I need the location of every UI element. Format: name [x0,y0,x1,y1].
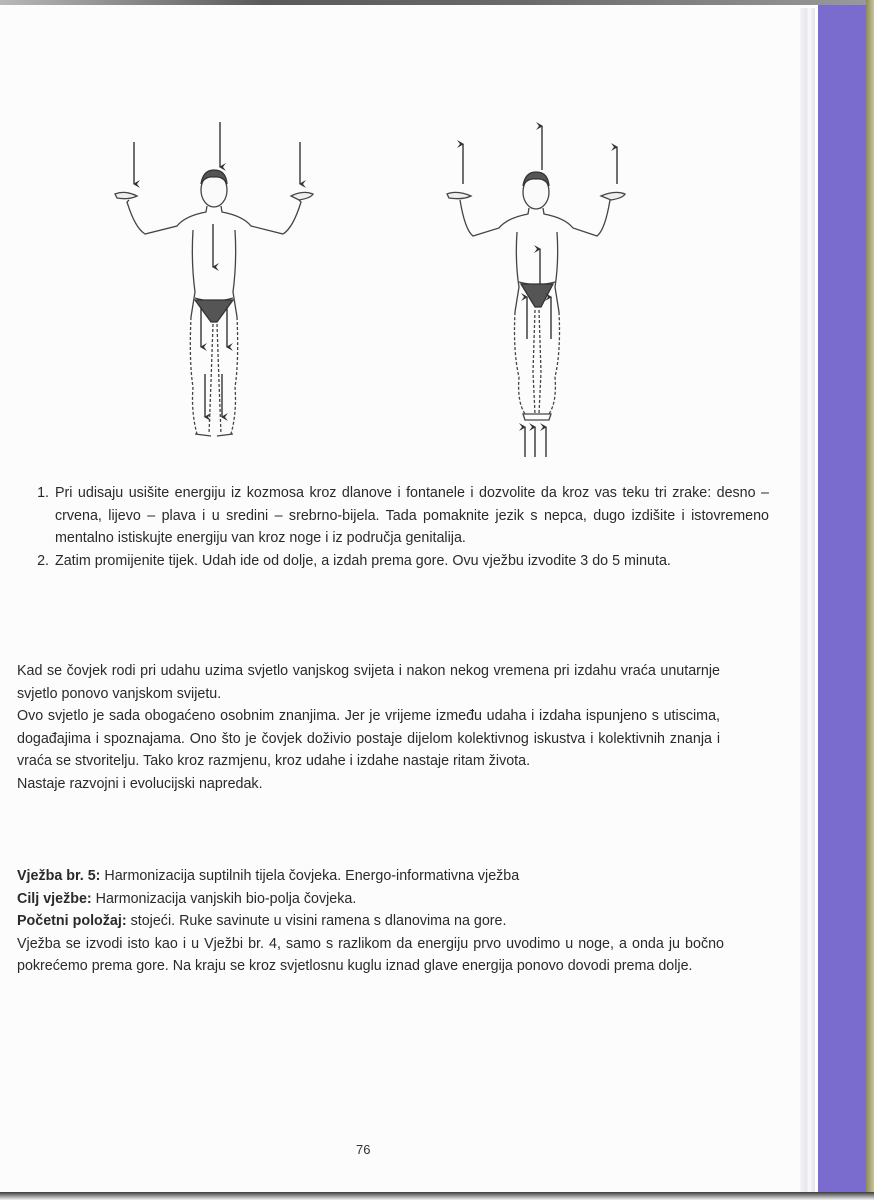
exercise-section [17,865,724,978]
exhale-figure-illustration [425,112,645,462]
downward-arrows [134,122,300,417]
paragraph: Ovo svjetlo je sada obogaćeno osobnim znanjima. Jer je vrijeme između udaha i izdaha ispunjeno s utiscima, događajima i spoznajama. Ono što je čovjek doživio postaje dijelom kolektivnog iskustva i kolektivnih znanja i vraća se stvoritelju. Tako kroz razmjenu, kroz udahe i izdahe nastaje ritam života. [17,708,720,770]
scan-bottom-border [0,1192,874,1200]
exercise-position-label: Početni položaj: [17,913,127,930]
exercise-title [17,865,724,888]
book-cover-edge [818,5,866,1195]
inhale-figure [105,112,325,452]
exercise-position [17,910,724,933]
exercise-title-label: Vježba br. 5: [17,868,101,884]
body-outline [447,172,625,420]
scan-right-edge [866,0,874,1200]
exercise-title-text: Harmonizacija suptilnih tijela čovjeka. Energo-informativna vježba [100,868,520,884]
page-number: 76 [356,1142,371,1157]
step-item: 1. Pri udisaju usišite energiju iz kozmosa kroz dlanove i fontanele i dozvolite da kroz vas teku tri zrake: desno – crvena, lijevo – plava i u sredini – srebrno-bijela. Tada pomaknite jezik s nepca, dugo izdišite i istovremeno mentalno istiskujte energiju van kroz noge i iz područja genitalija. [53,482,769,550]
exercise-goal [17,888,724,911]
paragraph: Kad se čovjek rodi pri udahu uzima svjetlo vanjskog svijeta i nakon nekog vremena pri izdahu vraća unutarnje svjetlo ponovo vanjskom svijetu. [17,663,720,702]
exercise-description: Vježba se izvodi isto kao i u Vježbi br. 4, samo s razlikom da energiju prvo uvodimo u noge, a onda ju bočno pokrećemo prema gore. Na kraju se kroz svjetlosnu kuglu iznad glave energija ponovo dovodi prema dolje. [17,935,724,975]
step-item: 2. Zatim promijenite tijek. Udah ide od dolje, a izdah prema gore. Ovu vježbu izvodite 3 do 5 minuta. [53,550,769,573]
body-outline [115,170,313,436]
exercise-goal-label: Cilj vježbe: [17,890,92,907]
exercise-position-text: stojeći. Ruke savinute u visini ramena s dlanovima na gore. [126,913,507,930]
exhale-figure [425,112,645,462]
page-stack-edge [800,8,815,1193]
exercise-goal-text: Harmonizacija vanjskih bio-polja čovjeka. [91,890,357,907]
paragraph: Nastaje razvojni i evolucijski napredak. [17,775,263,792]
instruction-steps [17,482,769,572]
inhale-figure-illustration [105,112,325,452]
explanation-paragraphs [17,660,720,796]
